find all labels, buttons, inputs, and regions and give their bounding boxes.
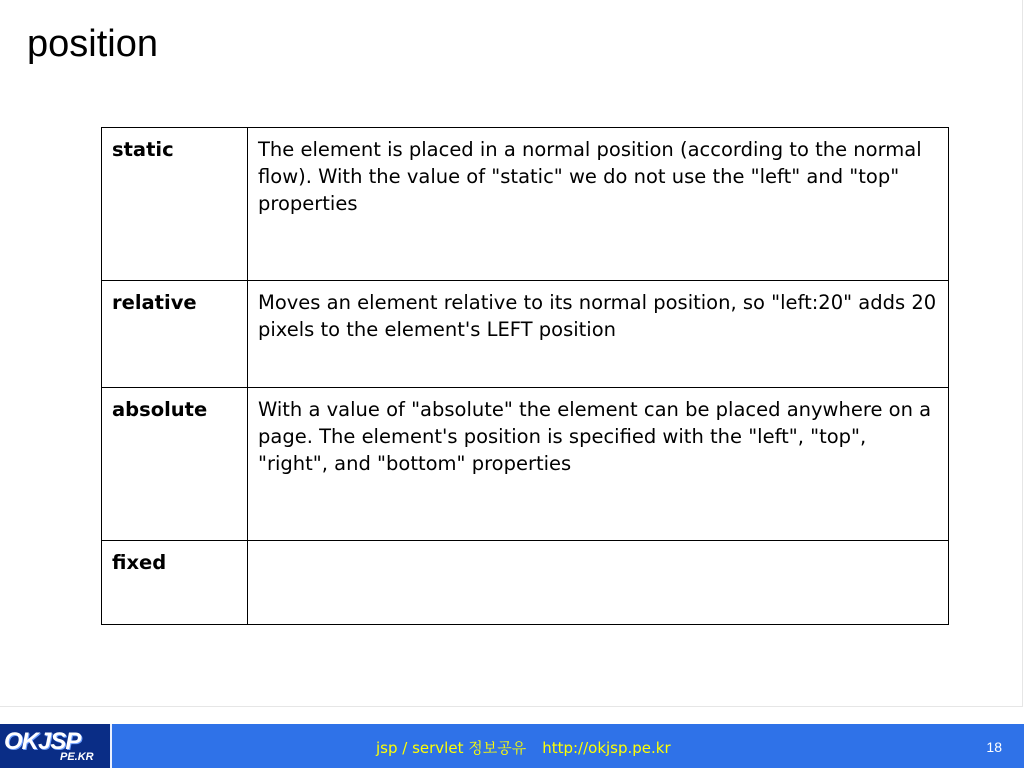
table-row <box>102 388 949 541</box>
property-term: absolute <box>102 388 248 541</box>
property-term: fixed <box>102 541 248 625</box>
logo-wordmark: OKJSP <box>4 728 81 755</box>
footer-caption <box>376 737 671 758</box>
okjsp-logo <box>0 724 112 768</box>
footer-caption-text: jsp / servlet 정보공유 <box>376 739 527 757</box>
footer-bar <box>0 724 1024 768</box>
table-row <box>102 281 949 388</box>
table-row <box>102 128 949 281</box>
property-description: Moves an element relative to its normal position, so "left:20" adds 20 pixels to the element's LEFT position <box>248 281 949 388</box>
logo-domain: PE.KR <box>60 751 94 763</box>
page-number: 18 <box>986 739 1002 755</box>
property-description: The element is placed in a normal position (according to the normal flow). With the value of "static" we do not use the "left" and "top" properties <box>248 128 949 281</box>
table-row <box>102 541 949 625</box>
position-values-table <box>101 127 949 625</box>
property-description: With a value of "absolute" the element can be placed anywhere on a page. The element's position is specified with the "left", "top", "right", and "bottom" properties <box>248 388 949 541</box>
property-description <box>248 541 949 625</box>
slide-title: position <box>27 23 158 65</box>
footer-url-link[interactable]: http://okjsp.pe.kr <box>542 739 671 757</box>
property-term: static <box>102 128 248 281</box>
property-term: relative <box>102 281 248 388</box>
